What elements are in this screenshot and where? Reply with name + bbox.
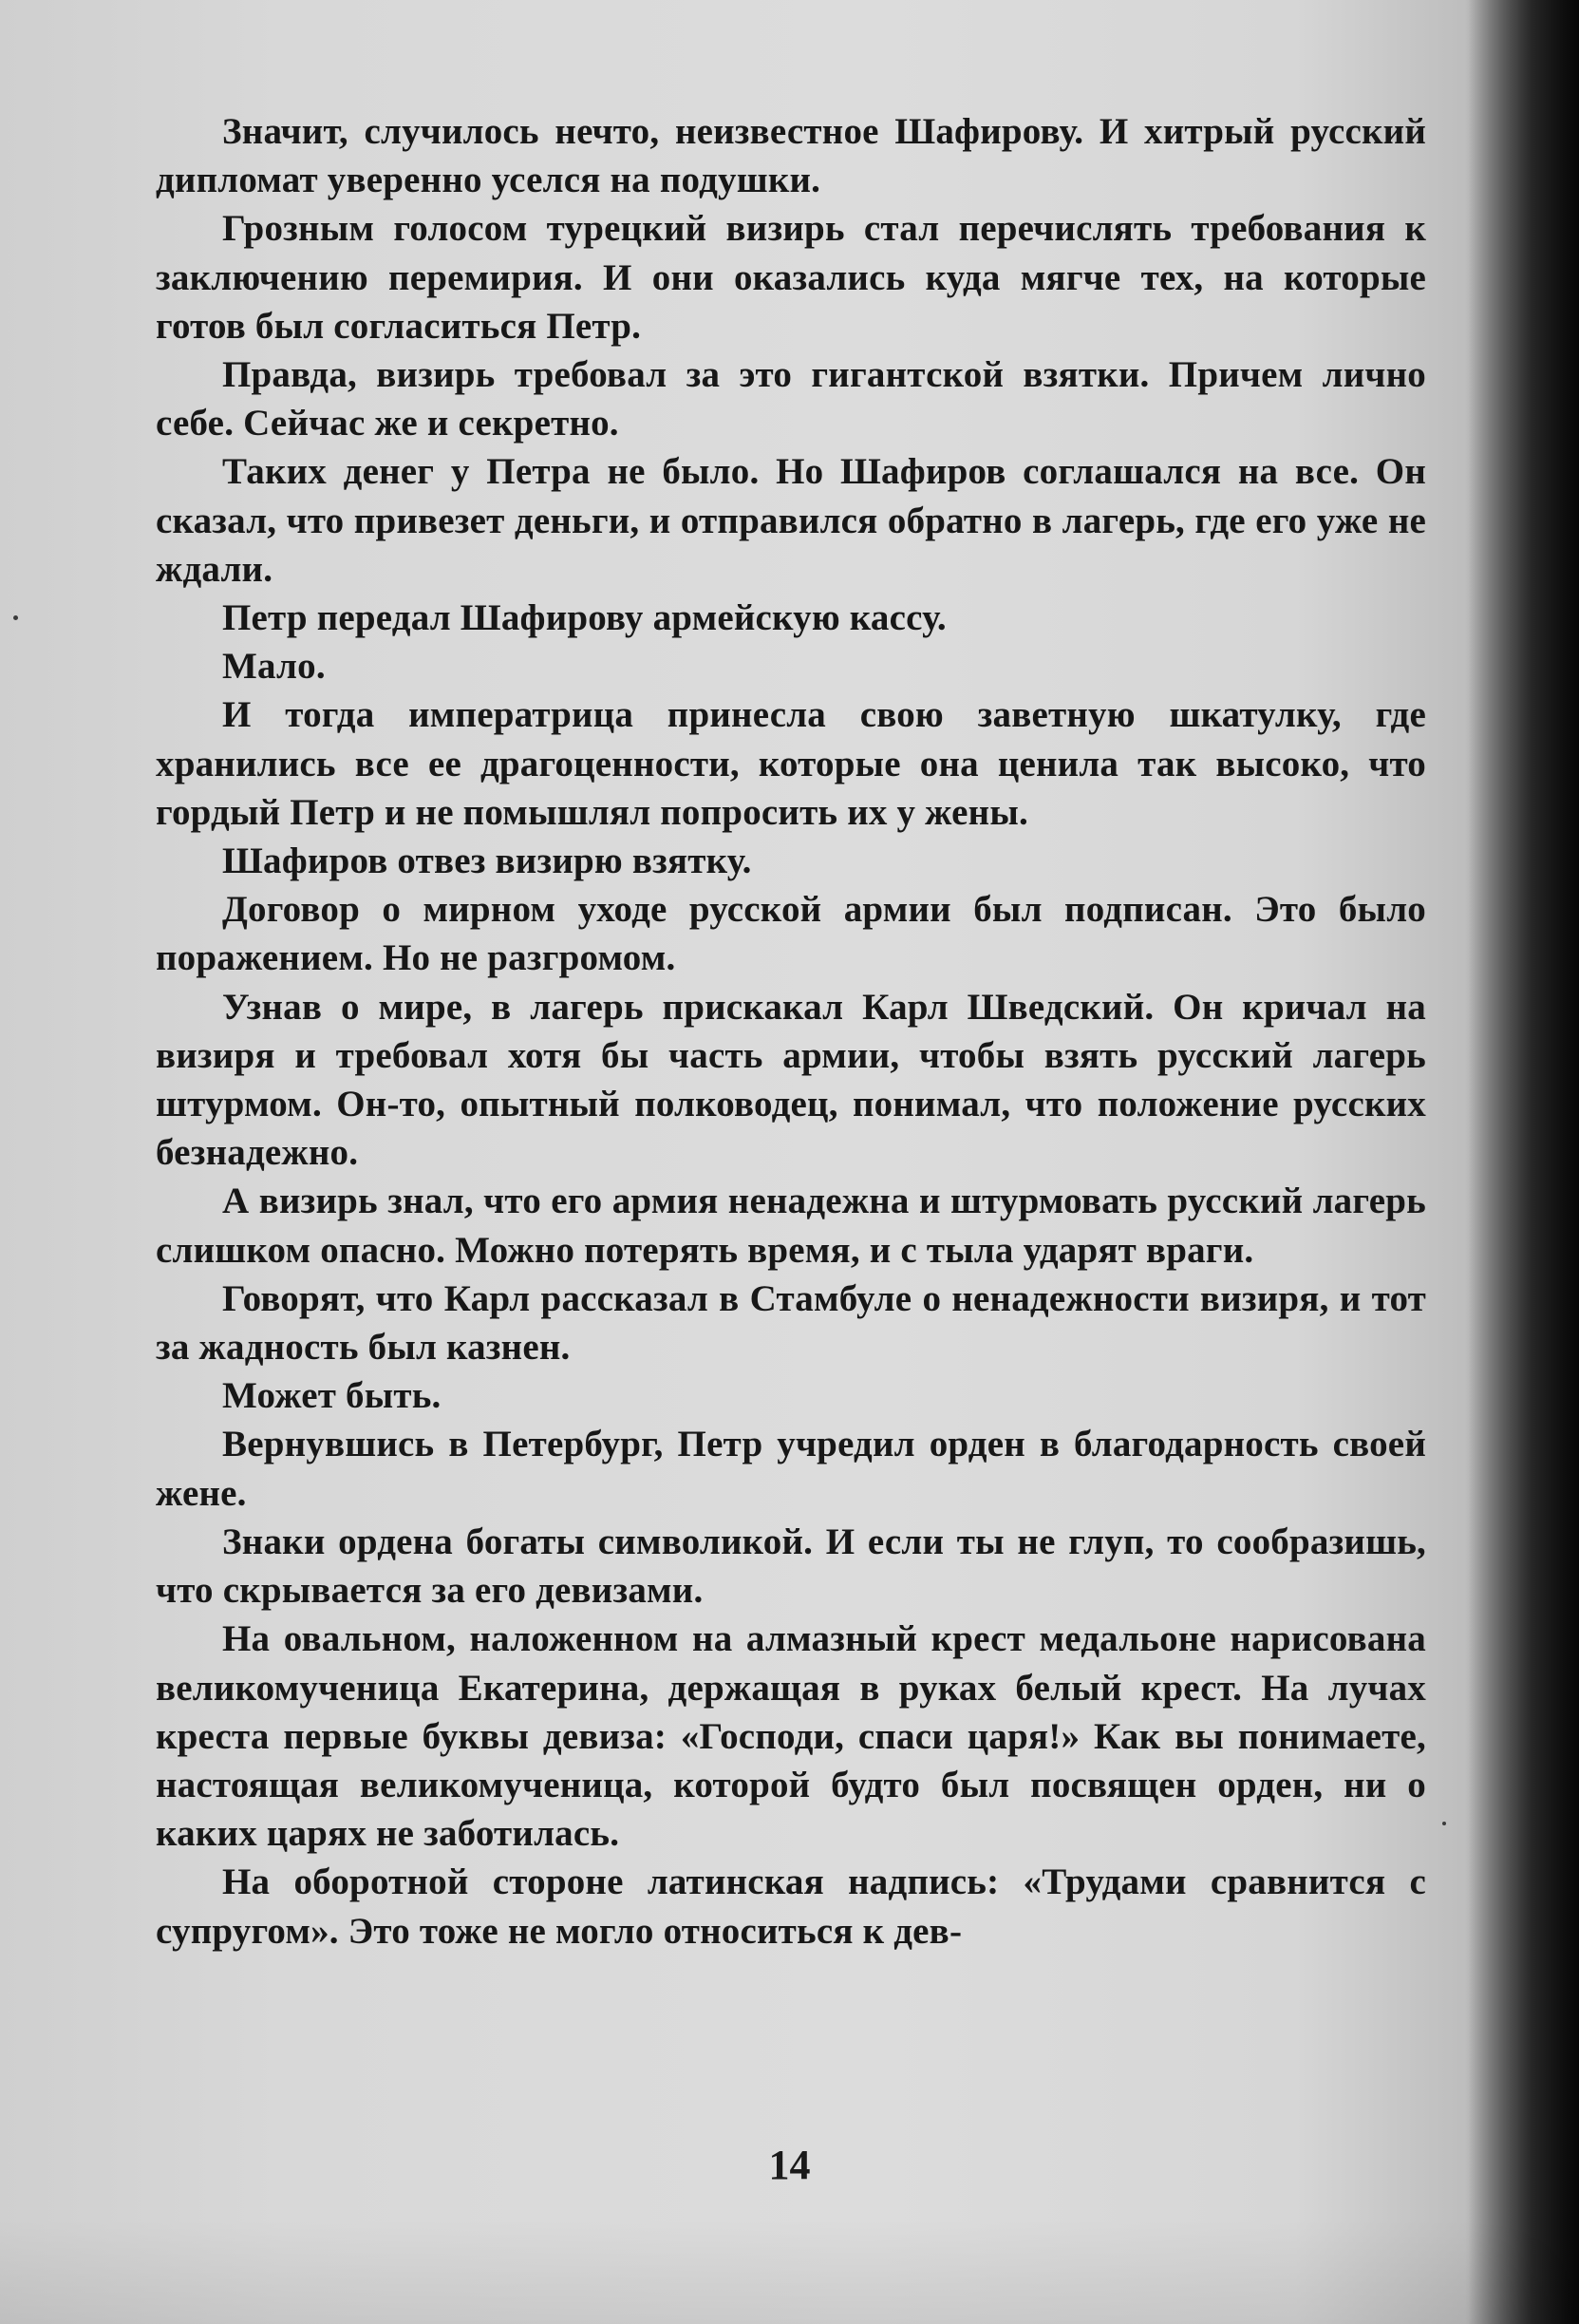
scan-speck (13, 615, 18, 620)
binding-shadow (1465, 0, 1579, 2324)
paragraph: Знаки ордена богаты символикой. И если ты не глуп, то сообразишь, что скрывается за его девизами. (156, 1521, 1426, 1612)
paragraph: А визирь знал, что его армия ненадежна и штурмовать русский лагерь слишком опасно. Можно потерять время, и с тыла ударят враги. (156, 1181, 1426, 1271)
paragraph: Говорят, что Карл рассказал в Стамбуле о ненадежности визиря, и тот за жадность был казнен. (156, 1277, 1426, 1369)
paragraph: На овальном, наложенном на алмазный крест медальоне нарисована великомученица Екатерина, держащая в руках белый крест. На лучах креста первые буквы девиза: «Господи, спаси царя!» Как вы понимаете, настоящая великомученица, которой будто был посвящен орден, ни о каких царях не заботилась. (156, 1618, 1426, 1855)
paragraph: Договор о мирном уходе русской армии был подписан. Это было поражением. Но не разгромом. (156, 889, 1426, 979)
paragraph: Грозным голосом турецкий визирь стал перечислять требования к заключению перемирия. И они оказались куда мягче тех, на которые готов был согласиться Петр. (156, 208, 1426, 347)
paragraph: Значит, случилось нечто, неизвестное Шафирову. И хитрый русский дипломат уверенно уселся на подушки. (156, 111, 1426, 201)
paragraph: На оборотной стороне латинская надпись: «Трудами сравнится с супругом». Это тоже не могло относиться к дев- (156, 1861, 1426, 1952)
paragraph: Правда, визирь требовал за это гигантской взятки. Причем лично себе. Сейчас же и секретно. (156, 354, 1426, 444)
paragraph: Узнав о мире, в лагерь прискакал Карл Шведский. Он кричал на визиря и требовал хотя бы часть армии, чтобы взять русский лагерь штурмом. Он-то, опытный полководец, понимал, что положение русских безнадежно. (156, 986, 1426, 1174)
paragraph: Мало. (222, 646, 326, 688)
bottom-shade (0, 2220, 1579, 2324)
paragraph: Шафиров отвез визирю взятку. (222, 841, 752, 882)
paragraph: Может быть. (222, 1375, 442, 1417)
body-text (156, 107, 1426, 1956)
paragraph: Таких денег у Петра не было. Но Шафиров соглашался на все. Он сказал, что привезет деньги, и отправился обратно в лагерь, где его уже не ждали. (156, 451, 1426, 590)
page-number: 14 (768, 2142, 811, 2188)
paragraph: Вернувшись в Петербург, Петр учредил орден в благодарность своей жене. (156, 1424, 1426, 1514)
scan-speck (1442, 1822, 1446, 1825)
paragraph: Петр передал Шафирову армейскую кассу. (222, 597, 947, 639)
paragraph: И тогда императрица принесла свою заветную шкатулку, где хранились все ее драгоценности, которые она ценила так высоко, что гордый Петр и не помышлял попросить их у жены. (156, 694, 1426, 833)
